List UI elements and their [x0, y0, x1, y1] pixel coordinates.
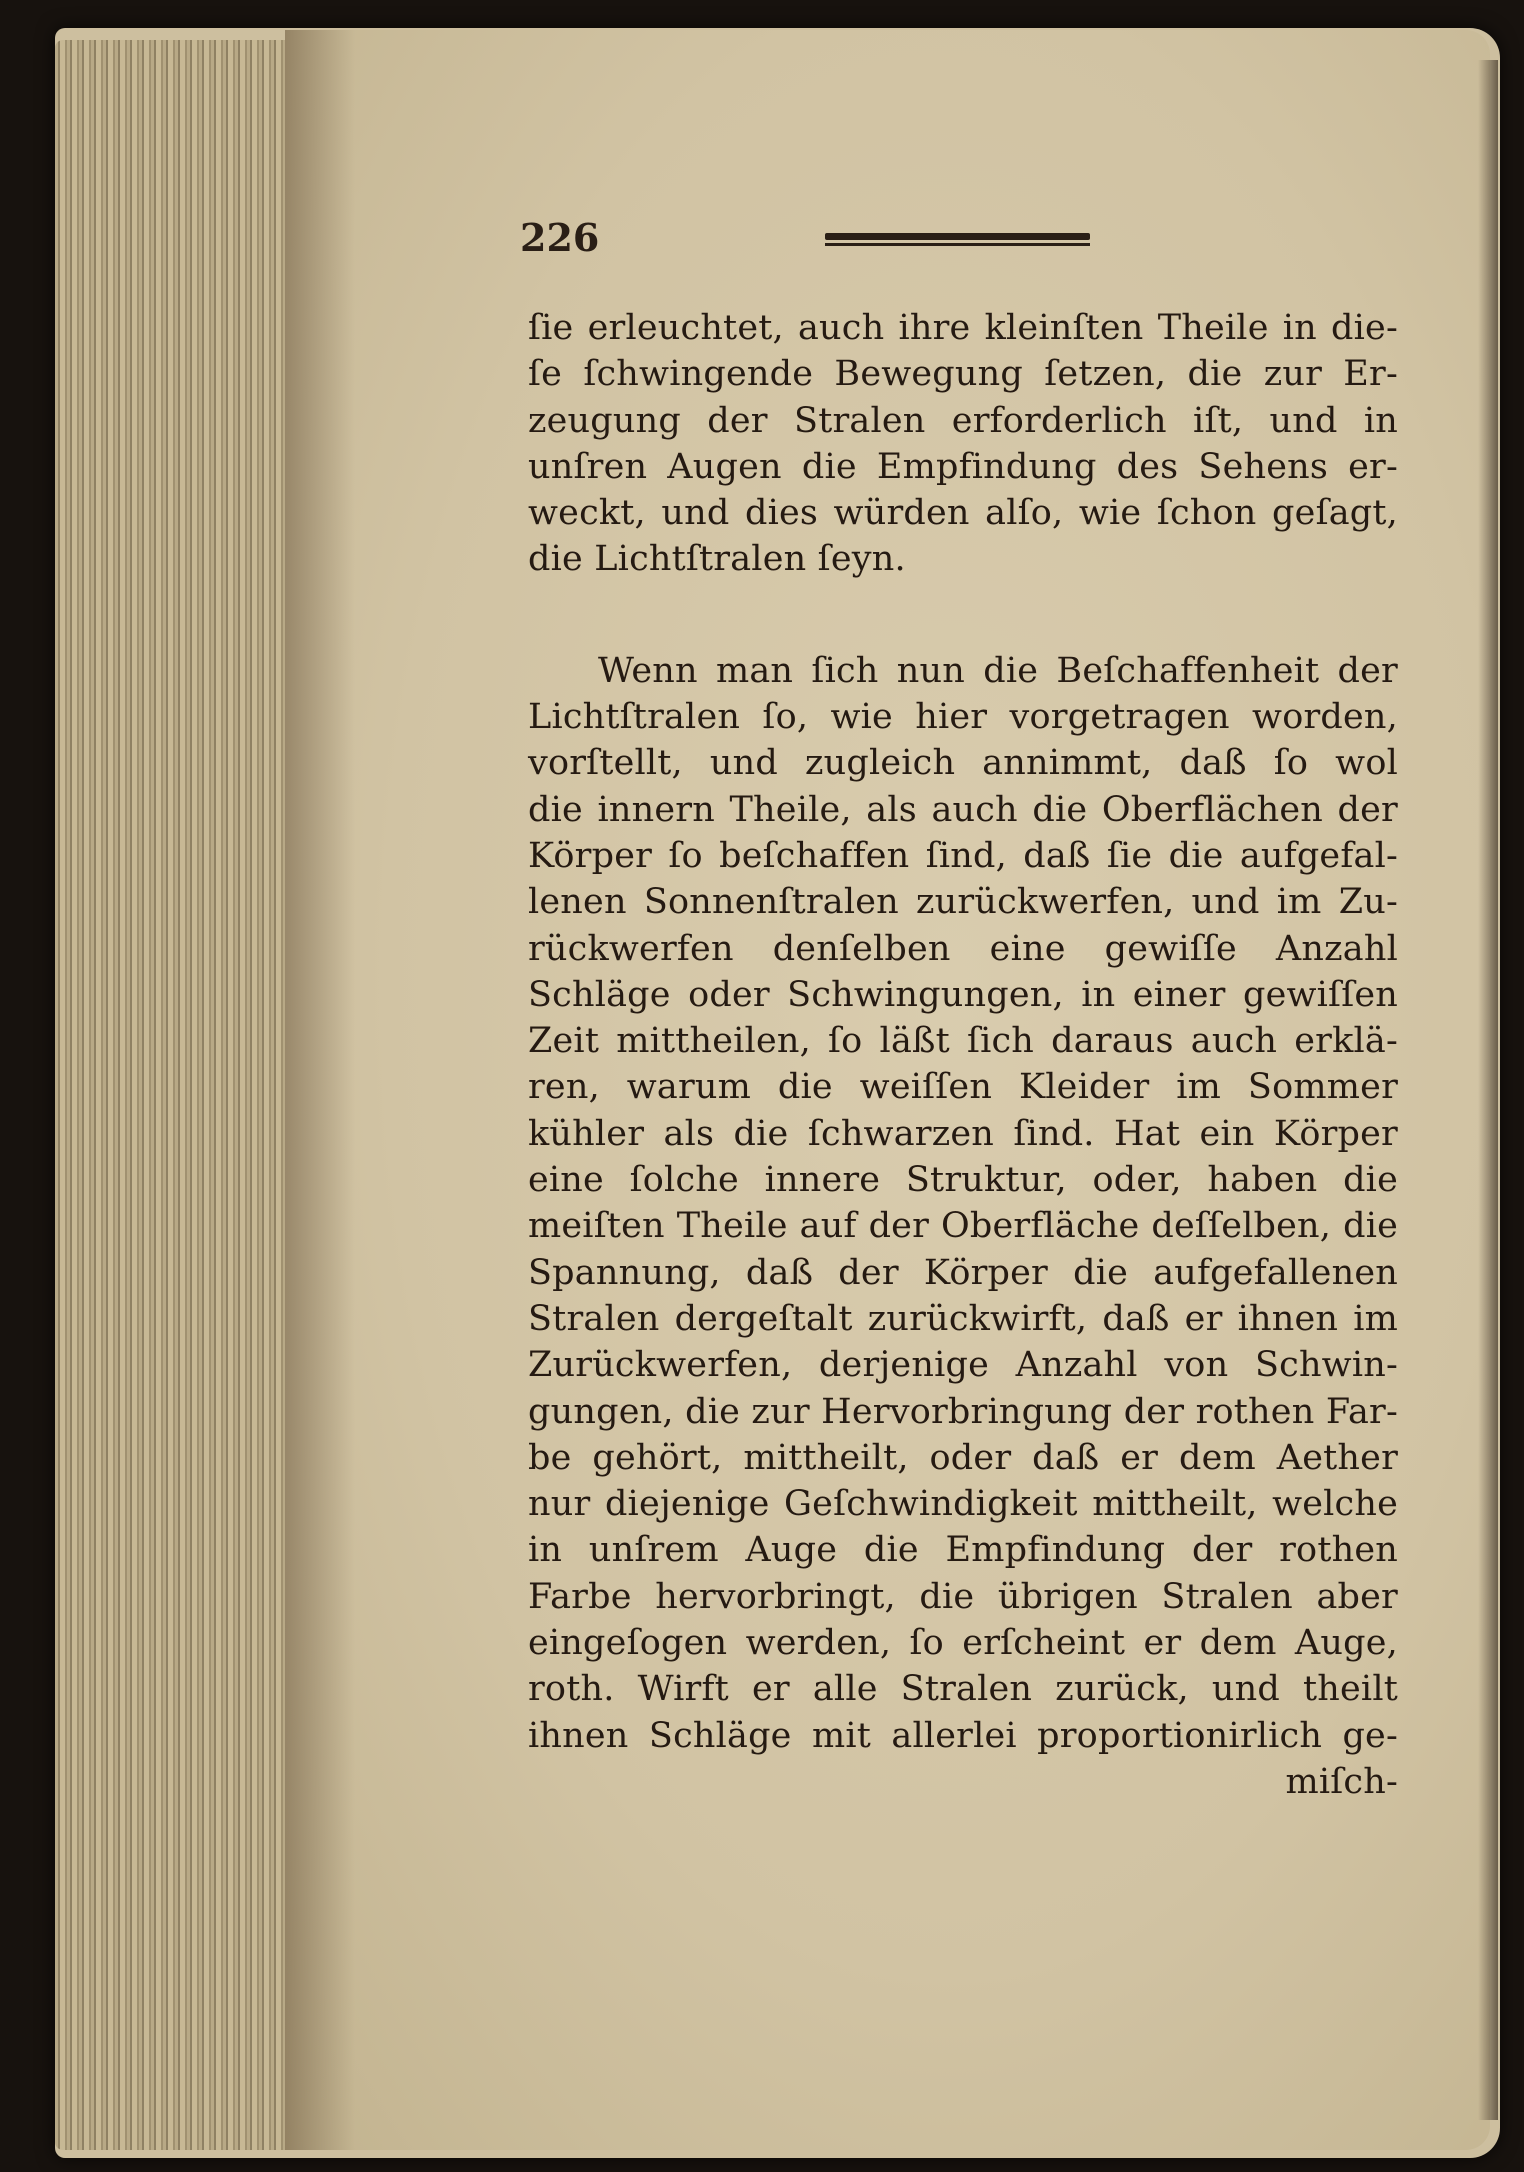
page-header: [520, 215, 1420, 265]
text-line: eine ſolche innere Struktur, oder, haben die: [528, 1160, 1398, 1201]
text-line: roth. Wirft er alle Stralen zurück, und theilt: [528, 1669, 1398, 1710]
text-line: Spannung, daß der Körper die aufgefallenen: [528, 1252, 1398, 1293]
text-line: nur diejenige Geſchwindigkeit mittheilt, welche: [528, 1484, 1398, 1525]
header-rule-thin: [825, 243, 1090, 246]
text-line: die Lichtſtralen ſeyn.: [528, 539, 906, 580]
text-line: Körper ſo beſchaffen ſind, daß ſie die aufgefal-: [528, 835, 1398, 876]
text-line: in unſrem Auge die Empfindung der rothen: [528, 1530, 1398, 1571]
text-line: ſe ſchwingende Bewegung ſetzen, die zur Er-: [528, 354, 1398, 395]
text-line: Wenn man ſich nun die Beſchaffenheit der: [598, 650, 1398, 691]
paragraph-2: [528, 648, 1398, 1759]
text-line: Zeit mittheilen, ſo läßt ſich daraus auch erklä-: [528, 1021, 1398, 1062]
page-edges: [55, 40, 285, 2150]
paragraph-1: [528, 305, 1398, 583]
text-line: kühler als die ſchwarzen ſind. Hat ein Körper: [528, 1113, 1398, 1154]
text-line: ihnen Schläge mit allerlei proportionirlich ge-: [528, 1715, 1398, 1756]
text-line: eingeſogen werden, ſo erſcheint er dem Auge,: [528, 1623, 1398, 1664]
text-line: Lichtſtralen ſo, wie hier vorgetragen worden,: [528, 697, 1398, 738]
text-line: die innern Theile, als auch die Oberflächen der: [528, 789, 1398, 830]
header-rule: [825, 233, 1090, 247]
page-right-edge: [1478, 60, 1498, 2120]
page-number: 226: [520, 215, 600, 260]
text-line: lenen Sonnenſtralen zurückwerfen, und im Zu-: [528, 882, 1398, 923]
text-line: be gehört, mittheilt, oder daß er dem Aether: [528, 1437, 1398, 1478]
text-line: ſie erleuchtet, auch ihre kleinſten Theile in die-: [528, 308, 1398, 348]
header-rule-thick: [825, 233, 1090, 240]
text-line: Stralen dergeſtalt zurückwirft, daß er ihnen im: [528, 1298, 1398, 1339]
body-text: [528, 305, 1398, 1805]
text-line: meiſten Theile auf der Oberfläche deſſelben, die: [528, 1206, 1398, 1247]
catchword: miſch-: [1285, 1761, 1398, 1802]
text-line: zeugung der Stralen erforderlich iſt, und in: [528, 400, 1398, 441]
text-line: gungen, die zur Hervorbringung der rothen Far-: [528, 1391, 1398, 1432]
text-line: weckt, und dies würden alſo, wie ſchon geſagt,: [528, 493, 1398, 534]
text-line: Zurückwerfen, derjenige Anzahl von Schwin-: [528, 1345, 1398, 1386]
text-line: Schläge oder Schwingungen, in einer gewiſſen: [528, 974, 1398, 1015]
paragraph-gap: [528, 583, 1398, 648]
text-line: unſren Augen die Empfindung des Sehens er-: [528, 446, 1398, 487]
text-line: ren, warum die weiſſen Kleider im Sommer: [528, 1067, 1398, 1108]
text-line: rückwerfen denſelben eine gewiſſe Anzahl: [528, 928, 1398, 969]
text-line: Farbe hervorbringt, die übrigen Stralen aber: [528, 1576, 1398, 1617]
gutter-shadow: [285, 30, 355, 2150]
text-line: vorſtellt, und zugleich annimmt, daß ſo wol: [528, 743, 1398, 784]
